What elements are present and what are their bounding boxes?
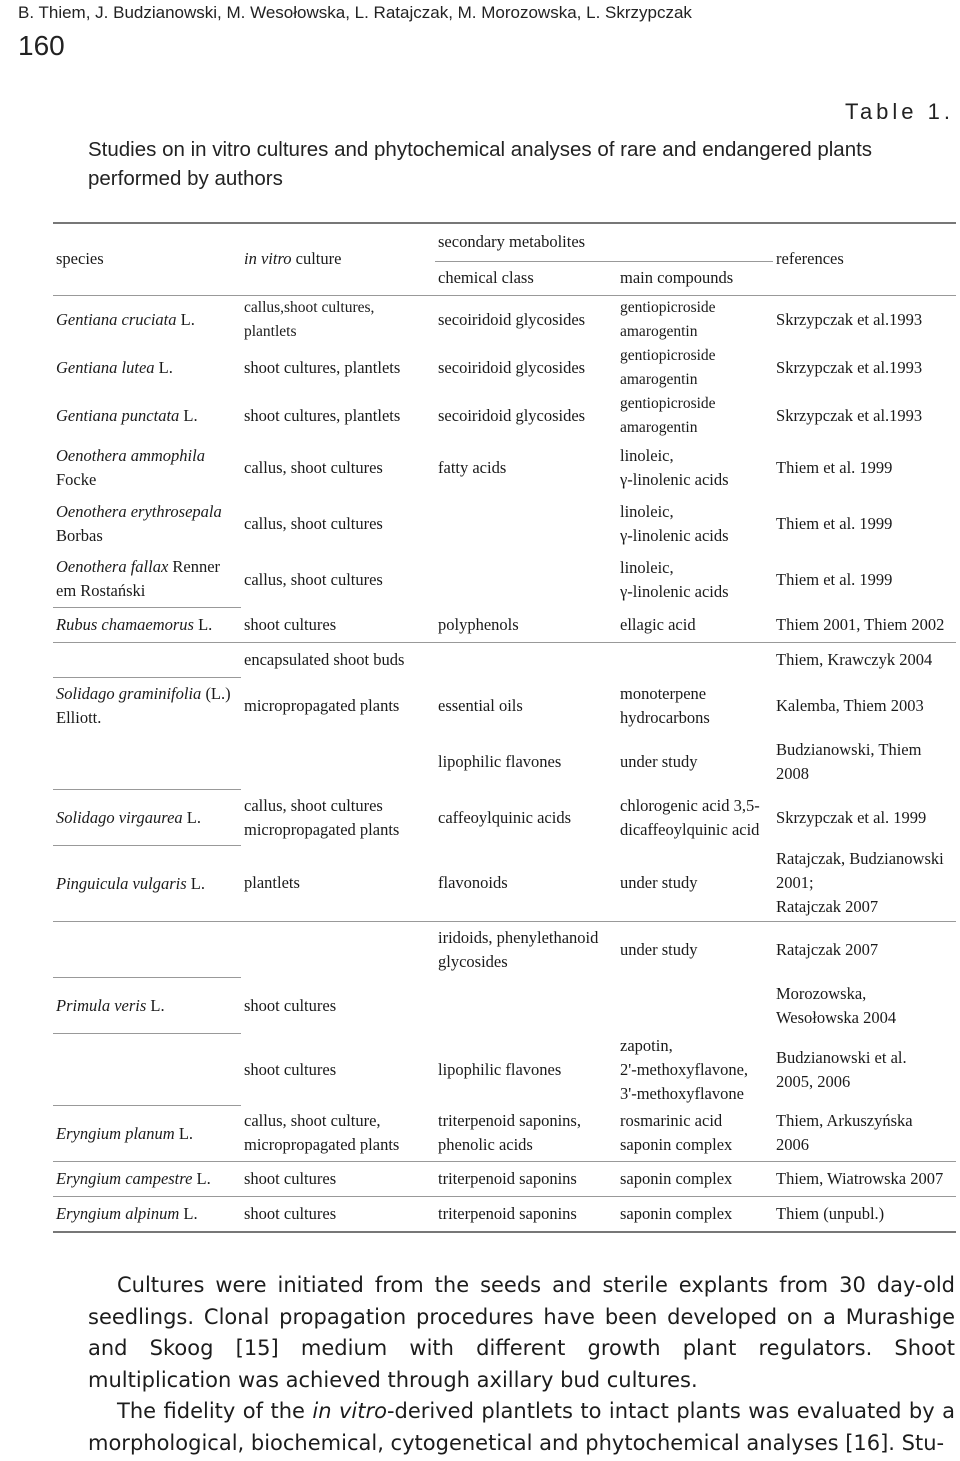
- culture-cell-line: plantlets: [244, 322, 297, 340]
- culture-cell: [241, 608, 435, 643]
- culture-cell: [241, 734, 435, 790]
- references-cell: [773, 608, 956, 643]
- paragraph: The fidelity of the in vitro-derived plantlets to intact plants was evaluated by a morphological, biochemical, cytogenetical and phytochemical analyses [16]. Stu-: [88, 1399, 955, 1455]
- chemical-class-cell-line: essential oils: [438, 695, 523, 715]
- species-cell: [53, 734, 241, 790]
- culture-cell: [241, 344, 435, 392]
- main-compounds-cell-line: γ-linolenic acids: [620, 581, 729, 601]
- main-compounds-cell-line: gentiopicroside: [620, 298, 716, 316]
- species-authority: L.: [176, 309, 195, 329]
- species-authority: L.: [174, 1123, 194, 1143]
- references-cell-line: Ratajczak, Budzianowski: [776, 849, 944, 869]
- references-cell-line: Thiem (unpubl.): [776, 1203, 885, 1223]
- chemical-class-cell-line: polyphenols: [438, 614, 519, 634]
- main-compounds-cell-line: hydrocarbons: [620, 707, 710, 727]
- references-cell: [773, 440, 956, 496]
- references-cell-line: Kalemba, Thiem 2003: [776, 695, 924, 715]
- references-cell: [773, 922, 956, 978]
- table-header-row: [53, 223, 956, 261]
- chemical-class-cell: [435, 344, 617, 392]
- culture-cell: [241, 643, 435, 678]
- main-compounds-cell: [617, 978, 773, 1034]
- chemical-class-cell-line: triterpenoid saponins,: [438, 1111, 581, 1131]
- table-row: [53, 392, 956, 440]
- running-head-authors: B. Thiem, J. Budzianowski, M. Wesołowska, L. Ratajczak, M. Morozowska, L. Skrzypczak: [18, 3, 692, 22]
- chemical-class-cell-line: secoiridoid glycosides: [438, 309, 586, 329]
- main-compounds-cell: [617, 392, 773, 440]
- species-authority: (L.): [201, 683, 231, 703]
- species-authority: em Rostański: [56, 581, 146, 601]
- chemical-class-cell: [435, 1106, 617, 1162]
- main-compounds-cell-line: linoleic,: [620, 557, 674, 577]
- culture-cell-line: shoot cultures: [244, 614, 337, 634]
- main-compounds-cell-line: linoleic,: [620, 445, 674, 465]
- main-compounds-cell: [617, 678, 773, 734]
- species-cell: [53, 922, 241, 978]
- culture-cell: [241, 678, 435, 734]
- species-cell: [53, 1197, 241, 1232]
- chemical-class-cell: [435, 678, 617, 734]
- chemical-class-cell: [435, 790, 617, 846]
- references-cell-line: Thiem 2001, Thiem 2002: [776, 614, 945, 634]
- culture-cell-line: callus, shoot cultures: [244, 457, 383, 477]
- chemical-class-cell: [435, 922, 617, 978]
- references-cell: [773, 1034, 956, 1106]
- species-cell: [53, 608, 241, 643]
- main-compounds-cell-line: γ-linolenic acids: [620, 469, 729, 489]
- main-compounds-cell-line: amarogentin: [620, 418, 698, 436]
- table-caption: Studies on in vitro cultures and phytochemical analyses of rare and endangered plants performed by authors: [88, 138, 873, 190]
- main-compounds-cell-line: under study: [620, 939, 698, 959]
- species-authority: L.: [179, 405, 198, 425]
- species-authority: L.: [186, 873, 205, 893]
- main-compounds-cell: [617, 496, 773, 552]
- main-compounds-cell: [617, 295, 773, 344]
- species-name: Gentiana cruciata: [56, 309, 177, 329]
- main-compounds-cell-line: saponin complex: [620, 1169, 733, 1188]
- chemical-class-cell: [435, 1197, 617, 1232]
- main-compounds-cell-line: chlorogenic acid 3,5-: [620, 795, 760, 815]
- species-authority: L.: [179, 1203, 198, 1223]
- culture-cell: [241, 1034, 435, 1106]
- species-cell: [53, 1034, 241, 1106]
- header-species: species: [53, 223, 241, 295]
- main-compounds-cell: [617, 440, 773, 496]
- species-name: Solidago graminifolia: [56, 683, 202, 703]
- main-compounds-cell: [617, 1106, 773, 1162]
- references-cell-line: Thiem et al. 1999: [776, 513, 893, 533]
- culture-cell: [241, 1162, 435, 1197]
- culture-cell-line: shoot cultures: [244, 995, 337, 1015]
- culture-cell: [241, 846, 435, 922]
- chemical-class-cell-line: iridoids, phenylethanoid: [438, 927, 599, 947]
- species-cell: [53, 295, 241, 344]
- references-cell-line: Skrzypczak et al.1993: [776, 405, 923, 425]
- main-compounds-cell: [617, 552, 773, 608]
- main-compounds-cell-line: saponin complex: [620, 1203, 733, 1223]
- species-cell: [53, 344, 241, 392]
- main-compounds-cell-line: γ-linolenic acids: [620, 525, 729, 545]
- references-cell: [773, 552, 956, 608]
- culture-cell-line: shoot cultures, plantlets: [244, 405, 401, 425]
- references-cell: [773, 1197, 956, 1232]
- main-compounds-cell-line: monoterpene: [620, 683, 707, 703]
- references-cell: [773, 496, 956, 552]
- species-cell: [53, 790, 241, 846]
- main-compounds-cell-line: 3'-methoxyflavone: [620, 1083, 744, 1103]
- chemical-class-cell: [435, 552, 617, 608]
- species-cell: [53, 846, 241, 922]
- culture-cell-line: callus,shoot cultures,: [244, 298, 375, 316]
- main-compounds-cell-line: under study: [620, 873, 698, 893]
- references-cell-line: Budzianowski et al.: [776, 1047, 907, 1067]
- species-cell: [53, 643, 241, 678]
- species-name: Solidago virgaurea: [56, 807, 183, 827]
- culture-cell-line: plantlets: [244, 873, 300, 893]
- main-compounds-cell: [617, 344, 773, 392]
- main-compounds-cell-line: linoleic,: [620, 501, 674, 521]
- culture-cell-line: shoot cultures: [244, 1203, 337, 1223]
- culture-cell-line: micropropagated plants: [244, 1135, 400, 1155]
- page-number: 160: [18, 30, 65, 61]
- species-cell: [53, 496, 241, 552]
- species-name: Eryngium planum: [56, 1123, 175, 1143]
- species-name: Rubus chamaemorus: [56, 615, 194, 634]
- references-cell-line: Morozowska,: [776, 983, 867, 1003]
- references-cell: [773, 1106, 956, 1162]
- species-name: Eryngium campestre: [56, 1169, 193, 1188]
- species-cell: [53, 552, 241, 608]
- chemical-class-cell: [435, 734, 617, 790]
- culture-cell: [241, 1106, 435, 1162]
- main-compounds-cell: [617, 608, 773, 643]
- table-row: [53, 608, 956, 643]
- table-row: [53, 1034, 956, 1106]
- species-cell: [53, 1162, 241, 1197]
- references-cell-line: 2005, 2006: [776, 1071, 851, 1091]
- table-row: [53, 552, 956, 608]
- main-compounds-cell: [617, 846, 773, 922]
- main-compounds-cell-line: rosmarinic acid: [620, 1111, 723, 1131]
- culture-cell: [241, 552, 435, 608]
- chemical-class-cell-line: caffeoylquinic acids: [438, 807, 572, 827]
- table-row: [53, 790, 956, 846]
- main-compounds-cell-line: gentiopicroside: [620, 346, 716, 364]
- references-cell-line: Ratajczak 2007: [776, 897, 879, 917]
- chemical-class-cell-line: phenolic acids: [438, 1135, 533, 1155]
- chemical-class-cell-line: secoiridoid glycosides: [438, 357, 586, 377]
- table-row: [53, 978, 956, 1034]
- culture-cell-line: callus, shoot cultures: [244, 795, 383, 815]
- main-compounds-cell-line: amarogentin: [620, 370, 698, 388]
- references-cell-line: 2001;: [776, 873, 814, 893]
- table-row: [53, 1197, 956, 1232]
- references-cell-line: Skrzypczak et al.1993: [776, 309, 923, 329]
- header-main-compounds: main compounds: [617, 261, 773, 295]
- species-name: Pinguicula vulgaris: [56, 873, 187, 893]
- culture-cell: [241, 922, 435, 978]
- references-cell: [773, 978, 956, 1034]
- species-name: Oenothera erythrosepala: [56, 501, 222, 521]
- references-cell: [773, 295, 956, 344]
- species-name: Eryngium alpinum: [56, 1203, 180, 1223]
- species-name: Oenothera fallax: [56, 557, 169, 577]
- species-authority: L.: [154, 357, 173, 377]
- chemical-class-cell: [435, 440, 617, 496]
- main-compounds-cell: [617, 790, 773, 846]
- chemical-class-cell-line: fatty acids: [438, 457, 507, 477]
- species-name: Oenothera ammophila: [56, 445, 205, 465]
- culture-cell-line: callus, shoot cultures: [244, 513, 383, 533]
- chemical-class-cell-line: flavonoids: [438, 873, 508, 893]
- references-cell: [773, 678, 956, 734]
- chemical-class-cell: [435, 496, 617, 552]
- table-row: [53, 1106, 956, 1162]
- culture-cell-line: shoot cultures: [244, 1169, 337, 1188]
- main-compounds-cell: [617, 922, 773, 978]
- main-compounds-cell-line: amarogentin: [620, 322, 698, 340]
- references-cell-line: Thiem, Wiatrowska 2007: [776, 1169, 944, 1188]
- table-row: [53, 734, 956, 790]
- table-label: Table 1.: [844, 99, 954, 124]
- main-compounds-cell-line: ellagic acid: [620, 614, 696, 634]
- culture-cell: [241, 978, 435, 1034]
- main-compounds-cell: [617, 643, 773, 678]
- main-compounds-cell-line: under study: [620, 751, 698, 771]
- culture-cell-line: callus, shoot cultures: [244, 569, 383, 589]
- chemical-class-cell: [435, 1162, 617, 1197]
- species-authority: L.: [192, 1169, 211, 1188]
- references-cell-line: Ratajczak 2007: [776, 939, 879, 959]
- references-cell: [773, 643, 956, 678]
- species-authority: L.: [182, 807, 201, 827]
- references-cell-line: Thiem, Krawczyk 2004: [776, 650, 933, 670]
- header-references: references: [773, 223, 956, 295]
- species-cell: [53, 392, 241, 440]
- references-cell: [773, 790, 956, 846]
- main-compounds-cell: [617, 1162, 773, 1197]
- references-cell: [773, 392, 956, 440]
- references-cell-line: Thiem et al. 1999: [776, 569, 893, 589]
- main-compounds-cell: [617, 1034, 773, 1106]
- culture-cell-line: micropropagated plants: [244, 819, 400, 839]
- references-cell: [773, 846, 956, 922]
- culture-cell-line: micropropagated plants: [244, 695, 400, 715]
- chemical-class-cell: [435, 846, 617, 922]
- main-compounds-cell-line: saponin complex: [620, 1135, 733, 1155]
- chemical-class-cell-line: lipophilic flavones: [438, 751, 562, 771]
- species-name: Gentiana lutea: [56, 357, 155, 377]
- main-compounds-cell: [617, 1197, 773, 1232]
- species-cell: [53, 978, 241, 1034]
- culture-cell: [241, 440, 435, 496]
- references-cell-line: Skrzypczak et al.1993: [776, 357, 923, 377]
- species-authority: L.: [146, 995, 165, 1015]
- table-row: [53, 295, 956, 344]
- chemical-class-cell-line: triterpenoid saponins: [438, 1169, 577, 1188]
- chemical-class-cell: [435, 392, 617, 440]
- species-name: Gentiana punctata: [56, 405, 180, 425]
- species-authority: Elliott.: [56, 707, 102, 727]
- species-authority: L.: [193, 615, 213, 634]
- chemical-class-cell: [435, 1034, 617, 1106]
- species-authority: Borbas: [56, 525, 103, 545]
- chemical-class-cell: [435, 643, 617, 678]
- table-row: [53, 344, 956, 392]
- culture-cell: [241, 790, 435, 846]
- culture-cell-line: shoot cultures: [244, 1059, 337, 1079]
- table-row: [53, 496, 956, 552]
- data-table: [53, 222, 956, 1233]
- main-compounds-cell-line: 2'-methoxyflavone,: [620, 1059, 749, 1079]
- references-cell-line: 2006: [776, 1135, 810, 1155]
- species-cell: [53, 1106, 241, 1162]
- references-cell: [773, 734, 956, 790]
- references-cell-line: 2008: [776, 763, 810, 783]
- table-row: [53, 922, 956, 978]
- culture-cell-line: shoot cultures, plantlets: [244, 357, 401, 377]
- table-row: [53, 846, 956, 922]
- references-cell-line: Thiem, Arkuszyńska: [776, 1111, 913, 1131]
- culture-cell: [241, 1197, 435, 1232]
- culture-cell: [241, 295, 435, 344]
- table-row: [53, 678, 956, 734]
- table-row: [53, 643, 956, 678]
- table-row: [53, 440, 956, 496]
- main-compounds-cell-line: dicaffeoylquinic acid: [620, 819, 760, 839]
- references-cell: [773, 344, 956, 392]
- species-authority: Focke: [56, 469, 97, 489]
- body-text: [88, 1270, 955, 1459]
- main-compounds-cell: [617, 734, 773, 790]
- references-cell-line: Skrzypczak et al. 1999: [776, 807, 927, 827]
- main-compounds-cell-line: gentiopicroside: [620, 394, 716, 412]
- chemical-class-cell-line: lipophilic flavones: [438, 1059, 562, 1079]
- species-name: Primula veris: [56, 995, 147, 1015]
- species-cell: [53, 440, 241, 496]
- chemical-class-cell: [435, 295, 617, 344]
- culture-cell-line: encapsulated shoot buds: [244, 650, 405, 670]
- references-cell-line: Budzianowski, Thiem: [776, 739, 922, 759]
- header-chemical-class: chemical class: [435, 261, 617, 295]
- table-row: [53, 1162, 956, 1197]
- culture-cell: [241, 496, 435, 552]
- paragraph: Cultures were initiated from the seeds and sterile explants from 30 day-old seedlings. Clonal propagation procedures have been developed on a Murashige and Skoog [15] medium with different growth plant regulators. Shoot multiplication was achieved through axillary bud cultures.: [88, 1273, 955, 1392]
- header-secondary-metabolites: secondary metabolites: [435, 223, 773, 261]
- references-cell: [773, 1162, 956, 1197]
- chemical-class-cell-line: secoiridoid glycosides: [438, 405, 586, 425]
- references-cell-line: Wesołowska 2004: [776, 1007, 897, 1027]
- main-compounds-cell-line: zapotin,: [620, 1035, 673, 1055]
- chemical-class-cell: [435, 978, 617, 1034]
- header-culture: in vitro culture: [241, 223, 435, 295]
- chemical-class-cell: [435, 608, 617, 643]
- culture-cell-line: callus, shoot culture,: [244, 1111, 381, 1131]
- species-authority: Renner: [168, 557, 221, 577]
- culture-cell: [241, 392, 435, 440]
- species-cell: [53, 678, 241, 734]
- references-cell-line: Thiem et al. 1999: [776, 457, 893, 477]
- chemical-class-cell-line: glycosides: [438, 951, 508, 971]
- chemical-class-cell-line: triterpenoid saponins: [438, 1203, 577, 1223]
